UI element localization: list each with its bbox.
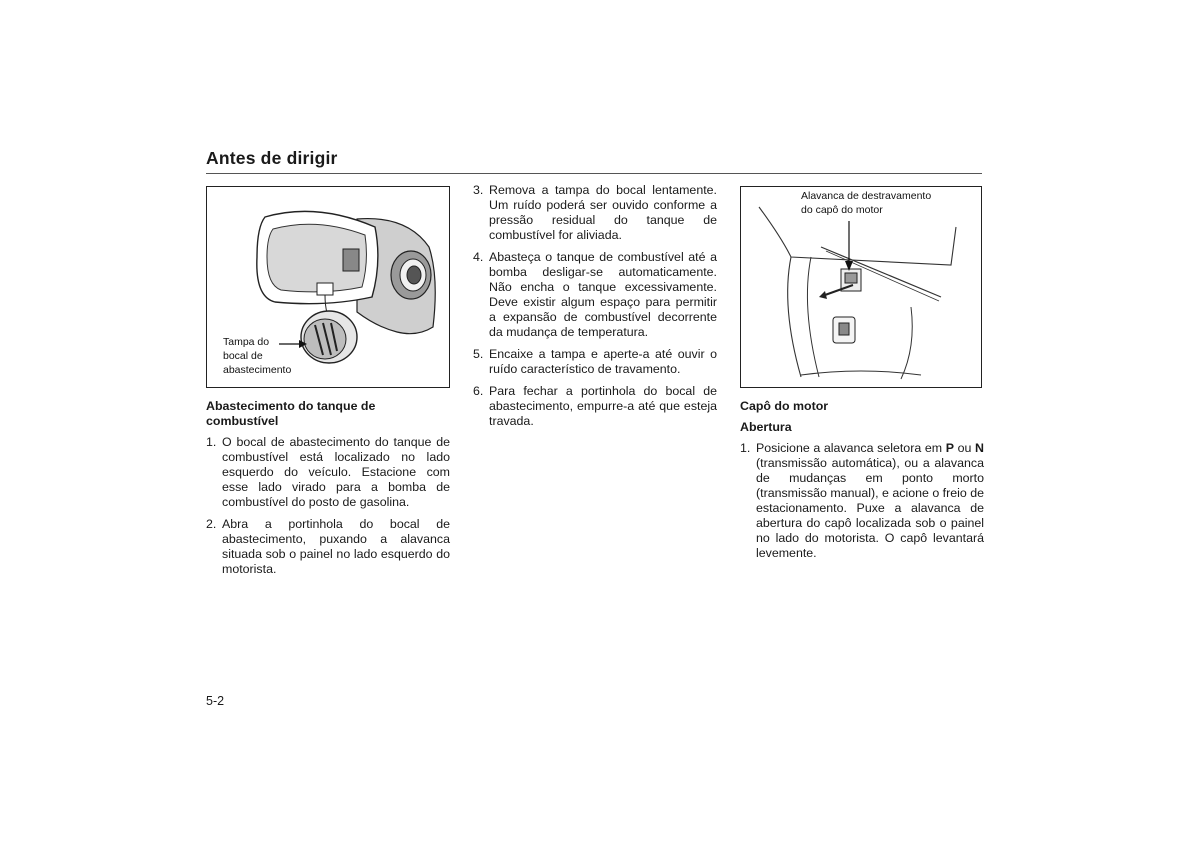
fuel-filling-continued xyxy=(473,183,717,436)
fuel-cap-callout: Tampa do bocal de abastecimento xyxy=(223,336,292,376)
hood-section-title: Capô do motor xyxy=(740,399,829,413)
page-number: 5-2 xyxy=(206,694,225,708)
list-item: 5. Encaixe a tampa e aperte-a até ouvir o ruído característico de travamento. xyxy=(473,347,717,376)
list-item: 2. Abra a portinhola do bocal de abastecimento, puxando a alavanca situada sob o painel no lado esquerdo do motorista. xyxy=(206,517,450,576)
hood-release-drawing xyxy=(741,187,981,387)
fuel-filling-section xyxy=(206,399,450,584)
header-divider xyxy=(206,173,982,174)
hood-section xyxy=(740,399,984,568)
list-item: 4. Abasteça o tanque de combustível até a bomba desligar-se automaticamente. Não encha o tanque excessivamente. Deve existir algum espaço para permitir a expansão de combustível decorrente da mudança de temperatura. xyxy=(473,250,717,339)
list-item: 3. Remova a tampa do bocal lentamente. Um ruído poderá ser ouvido conforme a pressão residual do tanque de combustível for aliviada. xyxy=(473,183,717,242)
opening-subtitle: Abertura xyxy=(740,420,792,434)
hood-release-illustration xyxy=(740,186,982,388)
page-title: Antes de dirigir xyxy=(206,148,338,168)
list-item: 1. O bocal de abastecimento do tanque de combustível está localizado no lado esquerdo do veículo. Estacione com esse lado virado para a bomba de combustível do posto de gasolina. xyxy=(206,435,450,509)
fuel-section-title: Abastecimento do tanque de combustível xyxy=(206,399,376,428)
list-item: 6. Para fechar a portinhola do bocal de abastecimento, empurre-a até que esteja travada. xyxy=(473,384,717,428)
fuel-door-illustration xyxy=(206,186,450,388)
hood-release-callout: Alavanca de destravamento do capô do motor xyxy=(801,190,932,216)
list-item: 1. Posicione a alavanca seletora em P ou N (transmissão automática), ou a alavanca de mudanças em ponto morto (transmissão manual), e acione o freio de estacionamento. Puxe a alavanca de abertura do capô localizada sob o painel no lado do motorista. O capô levantará levemente. xyxy=(740,441,984,560)
